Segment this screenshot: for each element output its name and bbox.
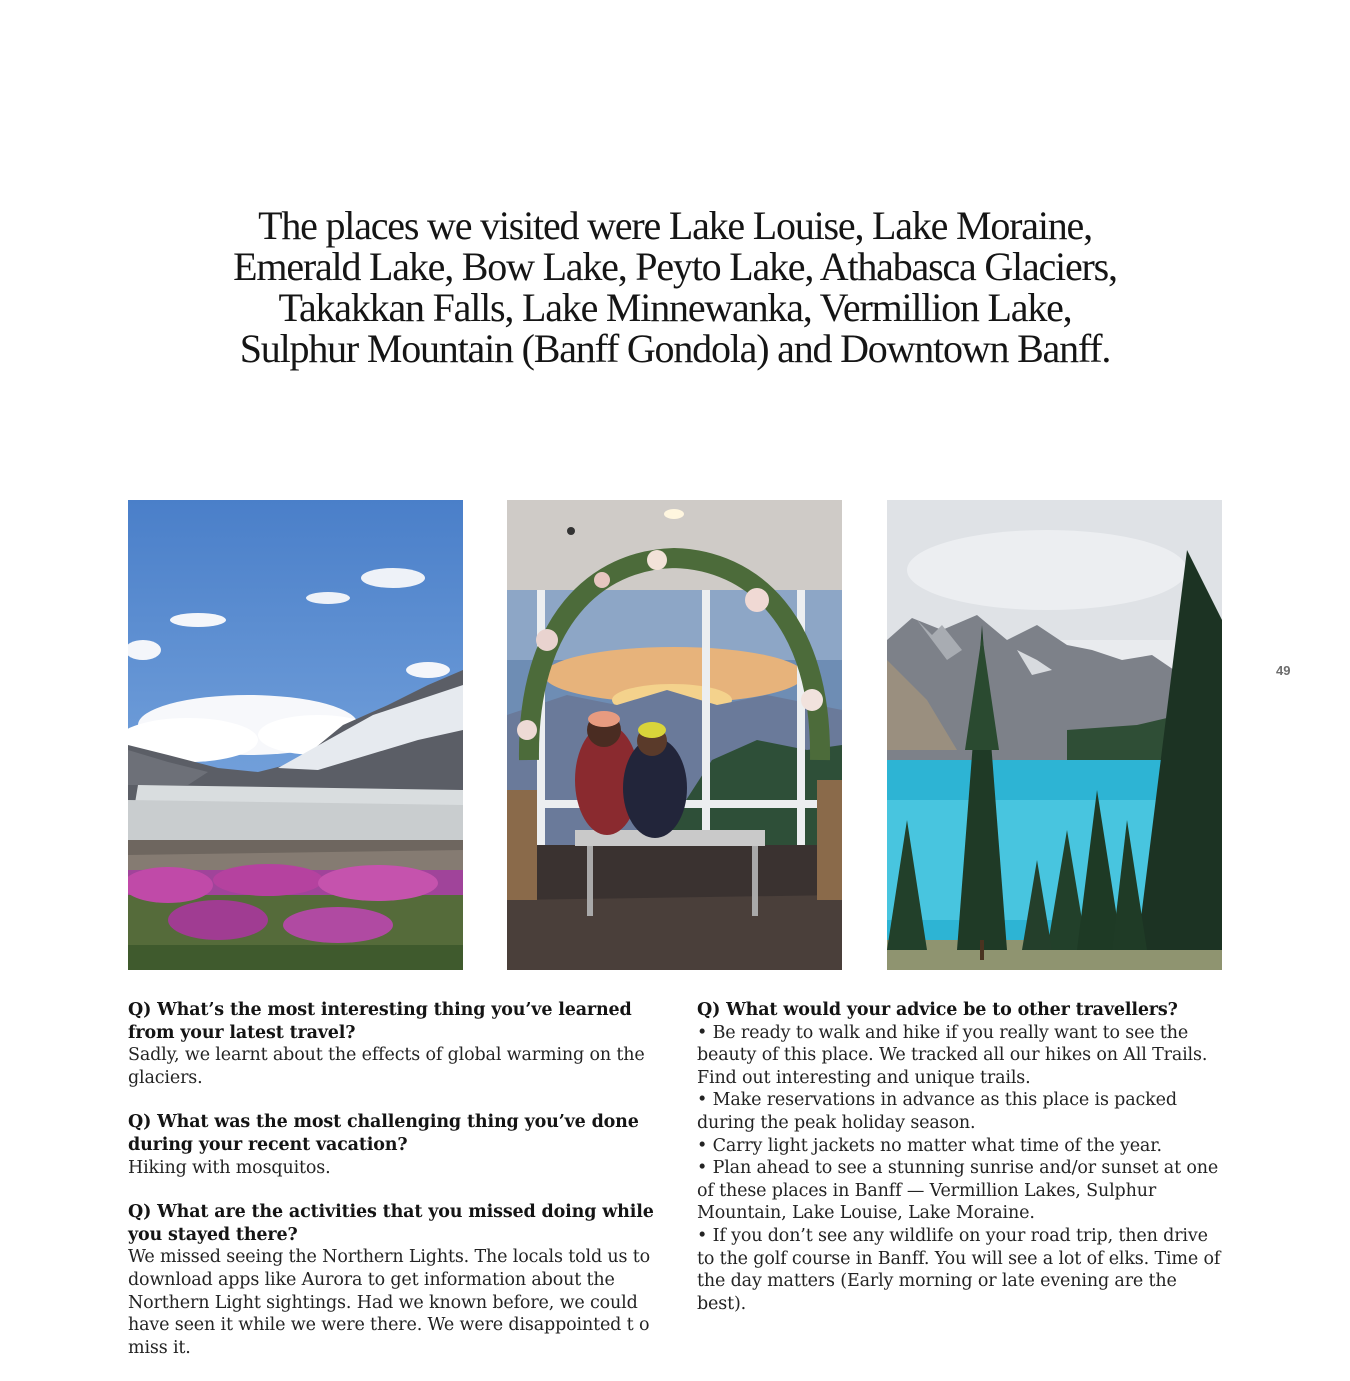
pull-quote	[130, 205, 1220, 369]
answer-text: Sadly, we learnt about the effects of global warming on the glaciers.	[128, 1045, 645, 1088]
pull-quote-line: Emerald Lake, Bow Lake, Peyto Lake, Athabasca Glaciers,	[233, 244, 1117, 289]
moraine-lake-photo	[887, 500, 1222, 970]
right-column	[697, 999, 1227, 1315]
left-column	[128, 999, 658, 1381]
answer-text: We missed seeing the Northern Lights. The locals told us to download apps like Aurora to get information about the Northern Light sightings. Had we known before, we could have seen it while we were there. We were disappointed t o miss it.	[128, 1247, 651, 1358]
question-text: Q) What would your advice be to other travellers?	[697, 1000, 1178, 1020]
advice-bullet: • Make reservations in advance as this place is packed during the peak holiday season.	[697, 1089, 1227, 1134]
advice-bullet: • Carry light jackets no matter what time of the year.	[697, 1135, 1227, 1158]
pull-quote-line: Sulphur Mountain (Banff Gondola) and Downtown Banff.	[239, 326, 1111, 371]
glacier-photo	[128, 500, 463, 970]
advice-bullet: • Be ready to walk and hike if you really want to see the beauty of this place. We tracked all our hikes on All Trails. Find out interesting and unique trails.	[697, 1022, 1227, 1090]
advice-bullet: • If you don’t see any wildlife on your road trip, then drive to the golf course in Banff. You will see a lot of elks. Time of the day matters (Early morning or late evening are the best).	[697, 1225, 1227, 1315]
gondola-arch-photo	[507, 500, 842, 970]
qa-block	[128, 1201, 658, 1359]
qa-block	[128, 1111, 658, 1179]
advice-bullet: • Plan ahead to see a stunning sunrise and/or sunset at one of these places in Banff — Vermillion Lakes, Sulphur Mountain, Lake Louise, Lake Moraine.	[697, 1157, 1227, 1225]
pull-quote-line: The places we visited were Lake Louise, Lake Moraine,	[258, 203, 1092, 248]
pull-quote-line: Takakkan Falls, Lake Minnewanka, Vermillion Lake,	[278, 285, 1072, 330]
question-text: Q) What’s the most interesting thing you’ve learned from your latest travel?	[128, 1000, 632, 1043]
answer-text: Hiking with mosquitos.	[128, 1157, 331, 1178]
question-text: Q) What are the activities that you missed doing while you stayed there?	[128, 1202, 654, 1245]
question-text: Q) What was the most challenging thing you’ve done during your recent vacation?	[128, 1112, 639, 1155]
page-number: 49	[1276, 663, 1291, 678]
qa-block	[128, 999, 658, 1089]
